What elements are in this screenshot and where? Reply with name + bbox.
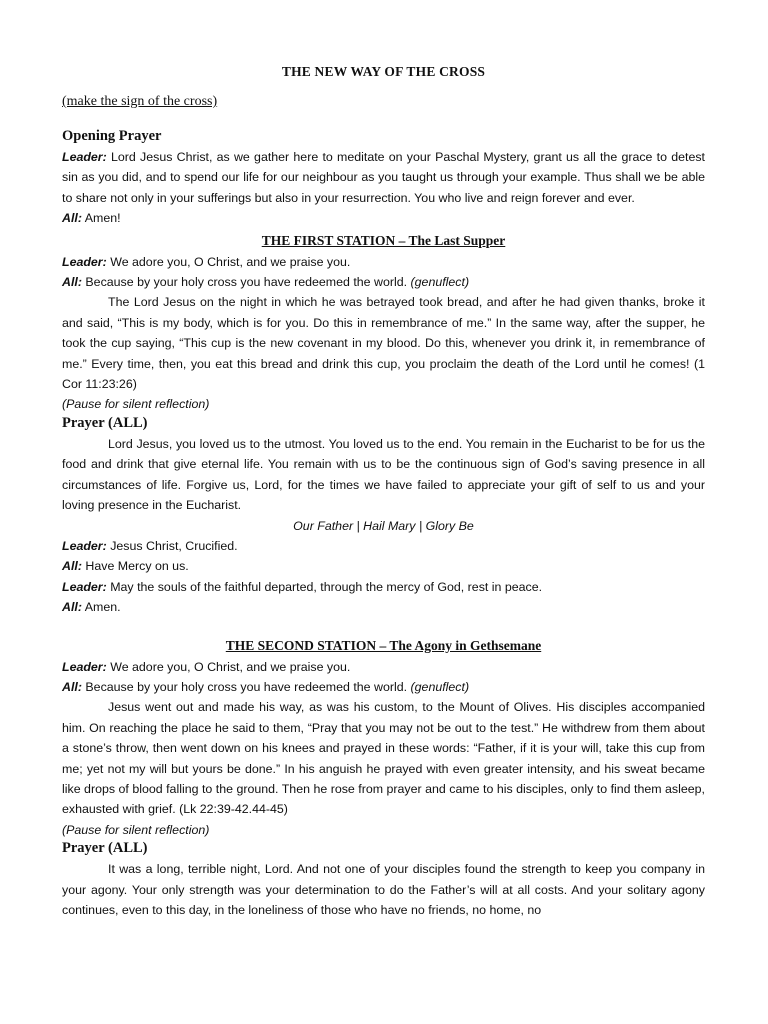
closing-text: Jesus Christ, Crucified. xyxy=(110,538,238,553)
closing-text: Have Mercy on us. xyxy=(85,559,189,574)
closing-text: Amen. xyxy=(84,600,121,615)
station-2-all-line xyxy=(62,677,705,697)
station-2-all-text: Because by your holy cross you have redeemed the world. xyxy=(85,679,408,694)
station-2-leader-line xyxy=(62,657,705,677)
station-1-pause: (Pause for silent reflection) xyxy=(62,397,210,412)
closing-text: May the souls of the faithful departed, through the mercy of God, rest in peace. xyxy=(110,579,543,594)
station-1-leader-text: We adore you, O Christ, and we praise you. xyxy=(110,254,351,269)
station-2-prayer-text: It was a long, terrible night, Lord. And not one of your disciples found the strength to keep you company in your agony. Your only strength was your determination to do the Father’s will at all costs. And your solitary agony continues, even to this day, in the loneliness of those who have no friends, no home, no xyxy=(62,862,705,917)
speaker-label: Leader: xyxy=(62,659,107,674)
station-2-prayer-heading: Prayer (ALL) xyxy=(62,840,148,857)
genuflect-note: (genuflect) xyxy=(410,679,470,694)
station-1-title: THE FIRST STATION – The Last Supper xyxy=(261,232,506,248)
speaker-label: All: xyxy=(62,275,82,290)
opening-leader-text: Lord Jesus Christ, as we gather here to meditate on your Paschal Mystery, grant us all the grace to detest sin as you did, and to spend our life for our neighbour as you taught us through your example. Thus shall we be able to share not only in your sufferings but also in your resurrection. You who live and reign forever and ever. xyxy=(62,150,705,205)
opening-leader-line xyxy=(62,147,705,208)
section-spacer xyxy=(62,618,705,638)
station-1-reading: The Lord Jesus on the night in which he was betrayed took bread, and after he had given thanks, broke it and said, “This is my body, which is for you. Do this in remembrance of me.” In the same way, after the supper, he took the cup saying, “This cup is the new covenant in my blood. Do this, whenever you drink it, in remembrance of me.” Every time, then, you eat this bread and drink this cup, you proclaim the death of the Lord until he comes! (1 Cor 11:23:26) xyxy=(62,295,705,392)
genuflect-note: (genuflect) xyxy=(410,275,470,290)
station-1-prayer-heading: Prayer (ALL) xyxy=(62,414,148,431)
speaker-label: Leader: xyxy=(62,538,107,553)
station-2-pause: (Pause for silent reflection) xyxy=(62,822,210,837)
station-2-reading: Jesus went out and made his way, as was his custom, to the Mount of Olives. His disciples accompanied him. On reaching the place he said to them, “Pray that you may not be out to the test.” He withdrew from them about a stone’s throw, then went down on his knees and prayed in these words: “Father, if it is your will, take this cup from me; yet not my will but yours be done.” In his anguish he prayed with even greater intensity, and his sweat became like drops of blood falling to the ground. Then he rose from prayer and came to his disciples, only to find them asleep, exhausted with grief. (Lk 22:39-42.44-45) xyxy=(62,700,705,817)
speaker-label: All: xyxy=(62,211,82,226)
sign-of-cross-instruction: (make the sign of the cross) xyxy=(62,94,218,109)
opening-all-text: Amen! xyxy=(84,211,121,226)
station-1-closing-line-1 xyxy=(62,536,705,556)
opening-prayer-heading: Opening Prayer xyxy=(62,128,162,144)
speaker-label: Leader: xyxy=(62,579,107,594)
speaker-label: Leader: xyxy=(62,150,107,164)
station-1-all-text: Because by your holy cross you have redeemed the world. xyxy=(85,275,408,290)
document-title: THE NEW WAY OF THE CROSS xyxy=(281,64,486,79)
station-1-closing-line-4 xyxy=(62,597,705,617)
station-1-prayer-text: Lord Jesus, you loved us to the utmost. You loved us to the end. You remain in the Eucharist to be for us the food and drink that give eternal life. You remain with us to be the continuous sign of God’s saving presence in all circumstances of life. Forgive us, Lord, for the times we have failed to appreciate your gift of self to us and your loving presence in the Eucharist. xyxy=(62,436,705,513)
speaker-label: All: xyxy=(62,679,82,694)
speaker-label: All: xyxy=(62,600,82,615)
speaker-label: All: xyxy=(62,559,82,574)
station-1-closing-line-3 xyxy=(62,577,705,597)
station-2-leader-text: We adore you, O Christ, and we praise you. xyxy=(110,659,351,674)
document-body xyxy=(62,64,705,920)
station-1-leader-line xyxy=(62,252,705,272)
station-1-closing-line-2 xyxy=(62,556,705,576)
speaker-label: Leader: xyxy=(62,254,107,269)
station-1-all-line xyxy=(62,272,705,292)
station-1-prayers-list: Our Father | Hail Mary | Glory Be xyxy=(293,518,474,533)
opening-all-line xyxy=(62,208,705,228)
station-2-title: THE SECOND STATION – The Agony in Gethsemane xyxy=(225,637,542,653)
